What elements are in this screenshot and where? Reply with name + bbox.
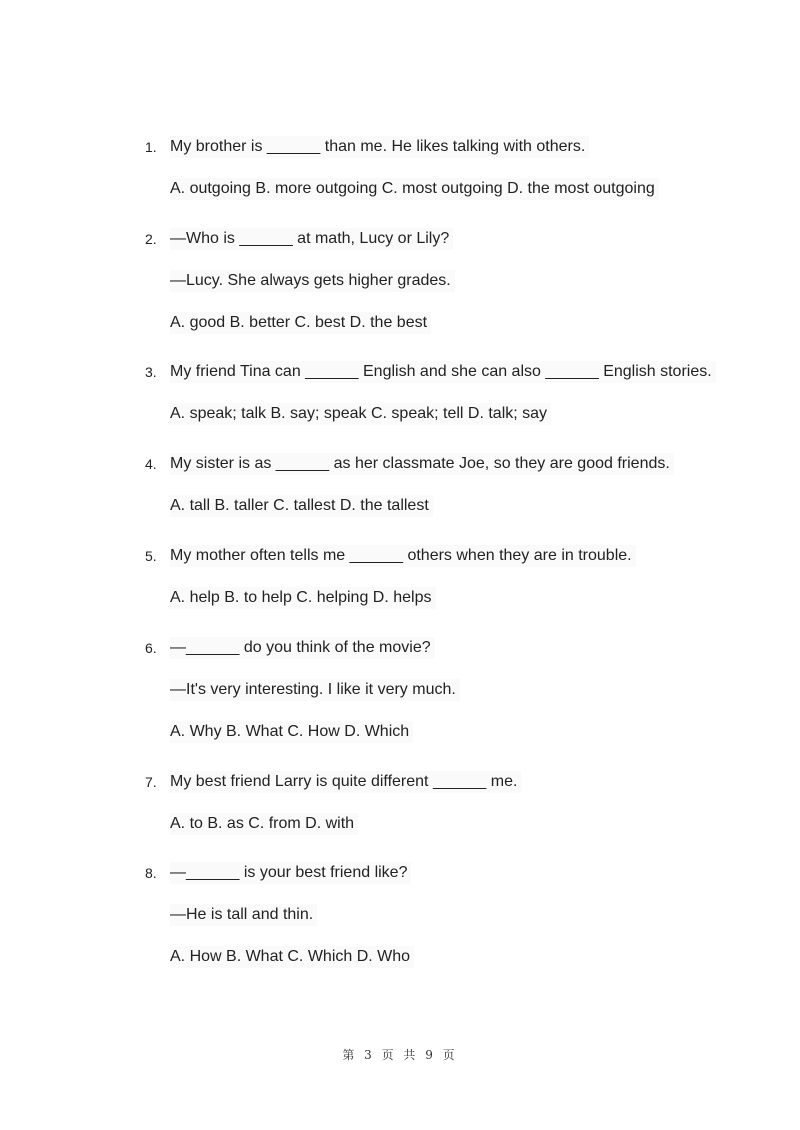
answer-options: A. help B. to help C. helping D. helps: [170, 587, 436, 609]
dialogue-response: —He is tall and thin.: [170, 904, 317, 926]
question-number: 1.: [145, 139, 157, 155]
dialogue-response: —Lucy. She always gets higher grades.: [170, 270, 455, 292]
question-number: 6.: [145, 640, 157, 656]
question-number: 5.: [145, 548, 157, 564]
answer-options: A. How B. What C. Which D. Who: [170, 946, 414, 968]
answer-options: A. tall B. taller C. tallest D. the tallest: [170, 495, 433, 517]
question-stem: —______ is your best friend like?: [170, 862, 411, 884]
answer-options: A. speak; talk B. say; speak C. speak; tell D. talk; say: [170, 403, 551, 425]
question-number: 2.: [145, 231, 157, 247]
answer-options: A. good B. better C. best D. the best: [170, 312, 431, 334]
question-number: 3.: [145, 364, 157, 380]
question-stem: My best friend Larry is quite different ______ me.: [170, 771, 521, 793]
question-stem: My mother often tells me ______ others when they are in trouble.: [170, 545, 636, 567]
question-number: 8.: [145, 865, 157, 881]
question-stem: —Who is ______ at math, Lucy or Lily?: [170, 228, 453, 250]
question-number: 7.: [145, 774, 157, 790]
answer-options: A. to B. as C. from D. with: [170, 813, 358, 835]
answer-options: A. outgoing B. more outgoing C. most outgoing D. the most outgoing: [170, 178, 659, 200]
question-stem: My sister is as ______ as her classmate Joe, so they are good friends.: [170, 453, 674, 475]
question-stem: My friend Tina can ______ English and she can also ______ English stories.: [170, 361, 716, 383]
question-stem: —______ do you think of the movie?: [170, 637, 435, 659]
page-footer: 第 3 页 共 9 页: [342, 1048, 458, 1062]
answer-options: A. Why B. What C. How D. Which: [170, 721, 413, 743]
dialogue-response: —It's very interesting. I like it very much.: [170, 679, 460, 701]
question-number: 4.: [145, 456, 157, 472]
question-stem: My brother is ______ than me. He likes talking with others.: [170, 136, 589, 158]
